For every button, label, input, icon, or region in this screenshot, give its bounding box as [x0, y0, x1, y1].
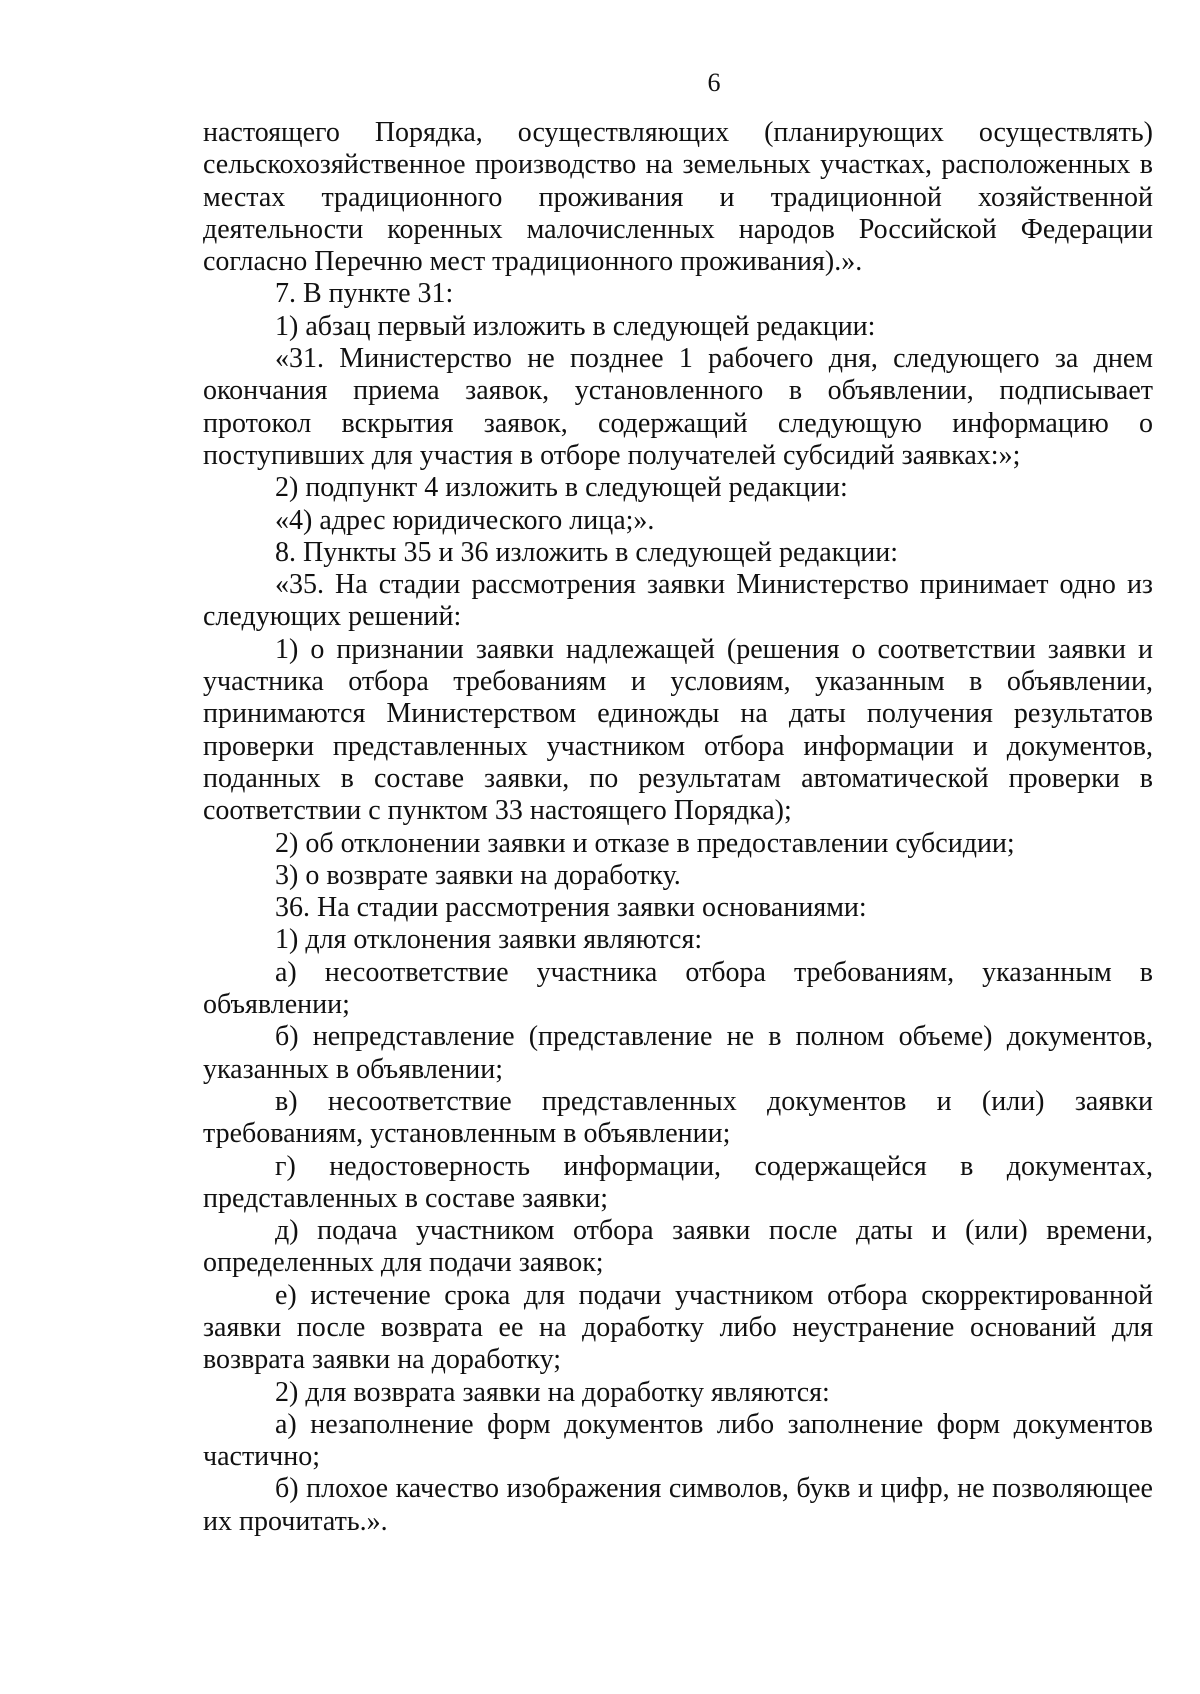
paragraph: 3) о возврате заявки на доработку.: [275, 859, 681, 891]
paragraph: 36. На стадии рассмотрения заявки основаниями:: [275, 892, 867, 924]
page-number: 6: [707, 68, 721, 97]
paragraph: настоящего Порядка, осуществляющих (планирующих осуществлять) сельскохозяйственное производство на земельных участках, расположенных в местах традиционного проживания и традиционной хозяйственной деятельности коренных малочисленных народов Российской Федерации согласно Перечню мест традиционного проживания).».: [203, 117, 1153, 278]
paragraph: г) недостоверность информации, содержащейся в документах, представленных в составе заявки;: [203, 1150, 1153, 1214]
paragraph: 1) абзац первый изложить в следующей редакции:: [275, 310, 876, 342]
paragraph: 8. Пункты 35 и 36 изложить в следующей редакции:: [275, 536, 899, 568]
paragraph: 2) подпункт 4 изложить в следующей редакции:: [275, 472, 848, 504]
paragraph: «35. На стадии рассмотрения заявки Министерство принимает одно из следующих решений:: [203, 569, 1153, 633]
paragraph: 1) о признании заявки надлежащей (решения о соответствии заявки и участника отбора требованиям и условиям, указанным в объявлении, принимаются Министерством единожды на даты получения результатов проверки представленных участником отбора информации и документов, поданных в составе заявки, по результатам автоматической проверки в соответствии с пунктом 33 настоящего Порядка);: [203, 633, 1153, 827]
paragraph: в) несоответствие представленных документов и (или) заявки требованиям, установленным в объявлении;: [203, 1085, 1153, 1150]
document-body: [203, 117, 1153, 1538]
paragraph: а) несоответствие участника отбора требованиям, указанным в объявлении;: [203, 956, 1153, 1021]
paragraph: 1) для отклонения заявки являются:: [275, 924, 703, 956]
paragraph: «31. Министерство не позднее 1 рабочего дня, следующего за днем окончания приема заявок, установленного в объявлении, подписывает протокол вскрытия заявок, содержащий следующую информацию о поступивших для участия в отборе получателей субсидий заявках:»;: [203, 343, 1153, 471]
paragraph: д) подача участником отбора заявки после даты и (или) времени, определенных для подачи заявок;: [203, 1215, 1153, 1279]
paragraph: 2) об отклонении заявки и отказе в предоставлении субсидии;: [275, 827, 1015, 859]
paragraph: е) истечение срока для подачи участником отбора скорректированной заявки после возврата ее на доработку либо неустранение оснований для возврата заявки на доработку;: [203, 1279, 1153, 1376]
paragraph: б) плохое качество изображения символов, букв и цифр, не позволяющее их прочитать.».: [203, 1473, 1153, 1537]
paragraph: 2) для возврата заявки на доработку являются:: [275, 1376, 830, 1408]
paragraph: б) непредставление (представление не в полном объеме) документов, указанных в объявлении;: [203, 1021, 1153, 1085]
paragraph: а) незаполнение форм документов либо заполнение форм документов частично;: [203, 1408, 1153, 1473]
paragraph: 7. В пункте 31:: [275, 278, 454, 310]
paragraph: «4) адрес юридического лица;».: [275, 504, 655, 536]
